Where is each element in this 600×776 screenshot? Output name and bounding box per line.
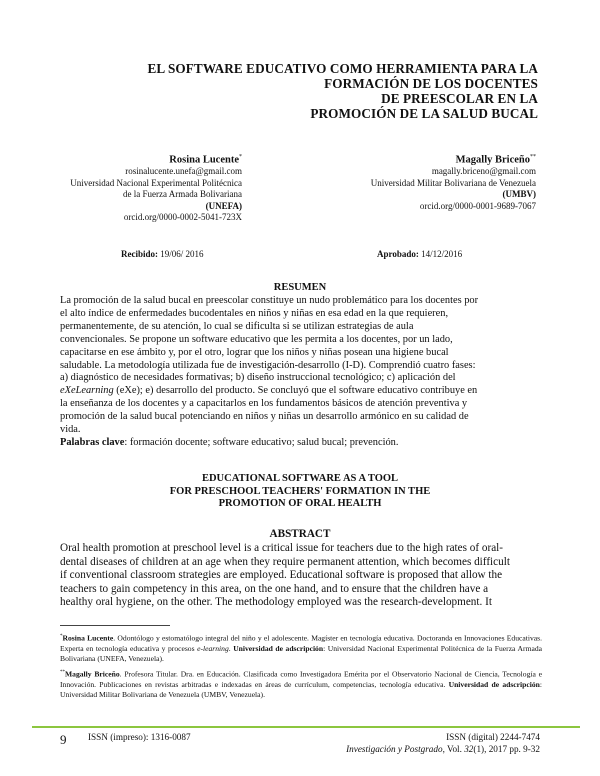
author-email[interactable]: rosinalucente.unefa@gmail.com xyxy=(125,166,242,177)
keywords: Palabras clave: formación docente; software educativo; salud bucal; prevención. xyxy=(60,436,399,448)
author-name: Rosina Lucente* xyxy=(169,154,242,166)
issn-print: ISSN (impreso): 1316-0087 xyxy=(88,732,191,742)
title-line: EL SOFTWARE EDUCATIVO COMO HERRAMIENTA PARA LA xyxy=(147,61,538,76)
title-line: PROMOCIÓN DE LA SALUD BUCAL xyxy=(310,106,538,121)
author-affiliation: Universidad Nacional Experimental Politécnica xyxy=(70,177,242,188)
text-line: el alto índice de enfermedades bucodentales en niños y niñas en esa edad en la que requieren, xyxy=(60,307,449,319)
text-line: dental diseases of children at an age when they require permanent attention, which becomes difficult xyxy=(60,555,510,568)
text-line: vida. xyxy=(60,424,81,436)
footnote-1: *Rosina Lucente. Odontólogo y estomatólogo integral del niño y el adolescente. Magíster en tecnología educativa. Doctoranda en Innovaciones Educativas. Experta en tecnología educativa y procesos e-learning. Universidad de adscripción: Universidad Nacional Experimental Politécnica de la Fuerza Armada Bolivariana (UNEFA, Venezuela). xyxy=(60,633,543,663)
resumen-heading: RESUMEN xyxy=(273,282,327,293)
text-line: healthy oral hygiene, on the other. The methodology employed was the research-development. It xyxy=(60,596,492,609)
english-title xyxy=(0,473,600,511)
journal-citation: Investigación y Postgrado, Vol. 32(1), 2017 pp. 9-32 xyxy=(346,744,540,754)
issn-digital: ISSN (digital) 2244-7474 xyxy=(446,732,540,742)
title-line: EDUCATIONAL SOFTWARE AS A TOOL xyxy=(201,473,399,484)
article-title xyxy=(118,61,538,121)
title-line: PROMOTION OF ORAL HEALTH xyxy=(218,498,382,509)
author-orcid[interactable]: orcid.org/0000-0002-5041-723X xyxy=(123,212,242,223)
author-acronym: (UMBV) xyxy=(502,189,536,200)
title-line: DE PREESCOLAR EN LA xyxy=(381,91,538,106)
text-line: capacitarse en ese ámbito y, por el otro, lograr que los niños y niñas posean una higiene bucal xyxy=(60,346,449,358)
text-line: la enseñanza de los docentes y a capacitarlos en los fundamentos básicos de atención preventiva y xyxy=(60,398,468,410)
footnote-2: **Magally Briceño. Profesora Titular. Dra. en Educación. Clasificada como Investigadora Emérita por el Observatorio Nacional de Ciencia, Tecnología e Innovación. Publicaciones en revistas arbitradas e indexadas en áreas de currículum, competencias, tecnología educativa. Universidad de adscripción: Universidad Militar Bolivariana de Venezuela (UMBV, Venezuela). xyxy=(60,669,543,699)
received-date: Recibido: 19/06/ 2016 xyxy=(121,249,204,259)
text-line: convencionales. Se propone un software educativo que les permita a los docentes, por un lado, xyxy=(60,333,453,345)
title-line: FOR PRESCHOOL TEACHERS' FORMATION IN THE xyxy=(169,485,431,497)
text-line: eXeLearning (eXe); e) desarrollo del producto. Se concluyó que el software educativo contribuye en xyxy=(60,385,478,397)
author-orcid[interactable]: orcid.org/0000-0001-9689-7067 xyxy=(419,200,536,211)
footnote-divider xyxy=(60,625,170,626)
text-line: if conventional classroom strategies are employed. Educational software is proposed that allow the xyxy=(60,569,503,582)
author-acronym: (UNEFA) xyxy=(205,200,242,211)
abstract-body xyxy=(60,542,542,610)
author-affiliation: Universidad Militar Bolivariana de Venezuela xyxy=(370,177,536,188)
author-block-1 xyxy=(70,152,242,224)
author-affiliation: de la Fuerza Armada Bolivariana xyxy=(123,189,242,200)
author-block-2 xyxy=(371,152,536,212)
text-line: a) diagnóstico de necesidades formativas; b) diseño instruccional tecnológico; c) aplicación del xyxy=(60,372,456,384)
text-line: permanentemente, de su atención, lo cual se dificulta si se utilizan estrategias de aula xyxy=(60,320,414,332)
abstract-heading: ABSTRACT xyxy=(269,528,331,540)
title-line: FORMACIÓN DE LOS DOCENTES xyxy=(324,76,538,91)
author-email[interactable]: magally.briceno@gmail.com xyxy=(431,166,536,177)
page-number: 9 xyxy=(60,732,67,747)
resumen-body xyxy=(60,295,542,450)
text-line: saludable. La metodología utilizada fue de investigación-desarrollo (I-D). Comprendió cuatro fases: xyxy=(60,359,476,371)
text-line: La promoción de la salud bucal en preescolar constituye un nudo problemático para los docentes por xyxy=(60,295,479,306)
approved-date: Aprobado: 14/12/2016 xyxy=(377,249,463,259)
author-name: Magally Briceño** xyxy=(455,154,536,166)
text-line: teachers to gain competency in this area, on the one hand, and to ensure that the children have a xyxy=(60,582,489,595)
text-line: promoción de la salud bucal potenciando en niños y niñas un desarrollo armónico en su calidad de xyxy=(60,411,469,423)
footer-divider xyxy=(32,726,580,728)
text-line: Oral health promotion at preschool level is a critical issue for teachers due to the high rates of oral- xyxy=(60,542,503,554)
